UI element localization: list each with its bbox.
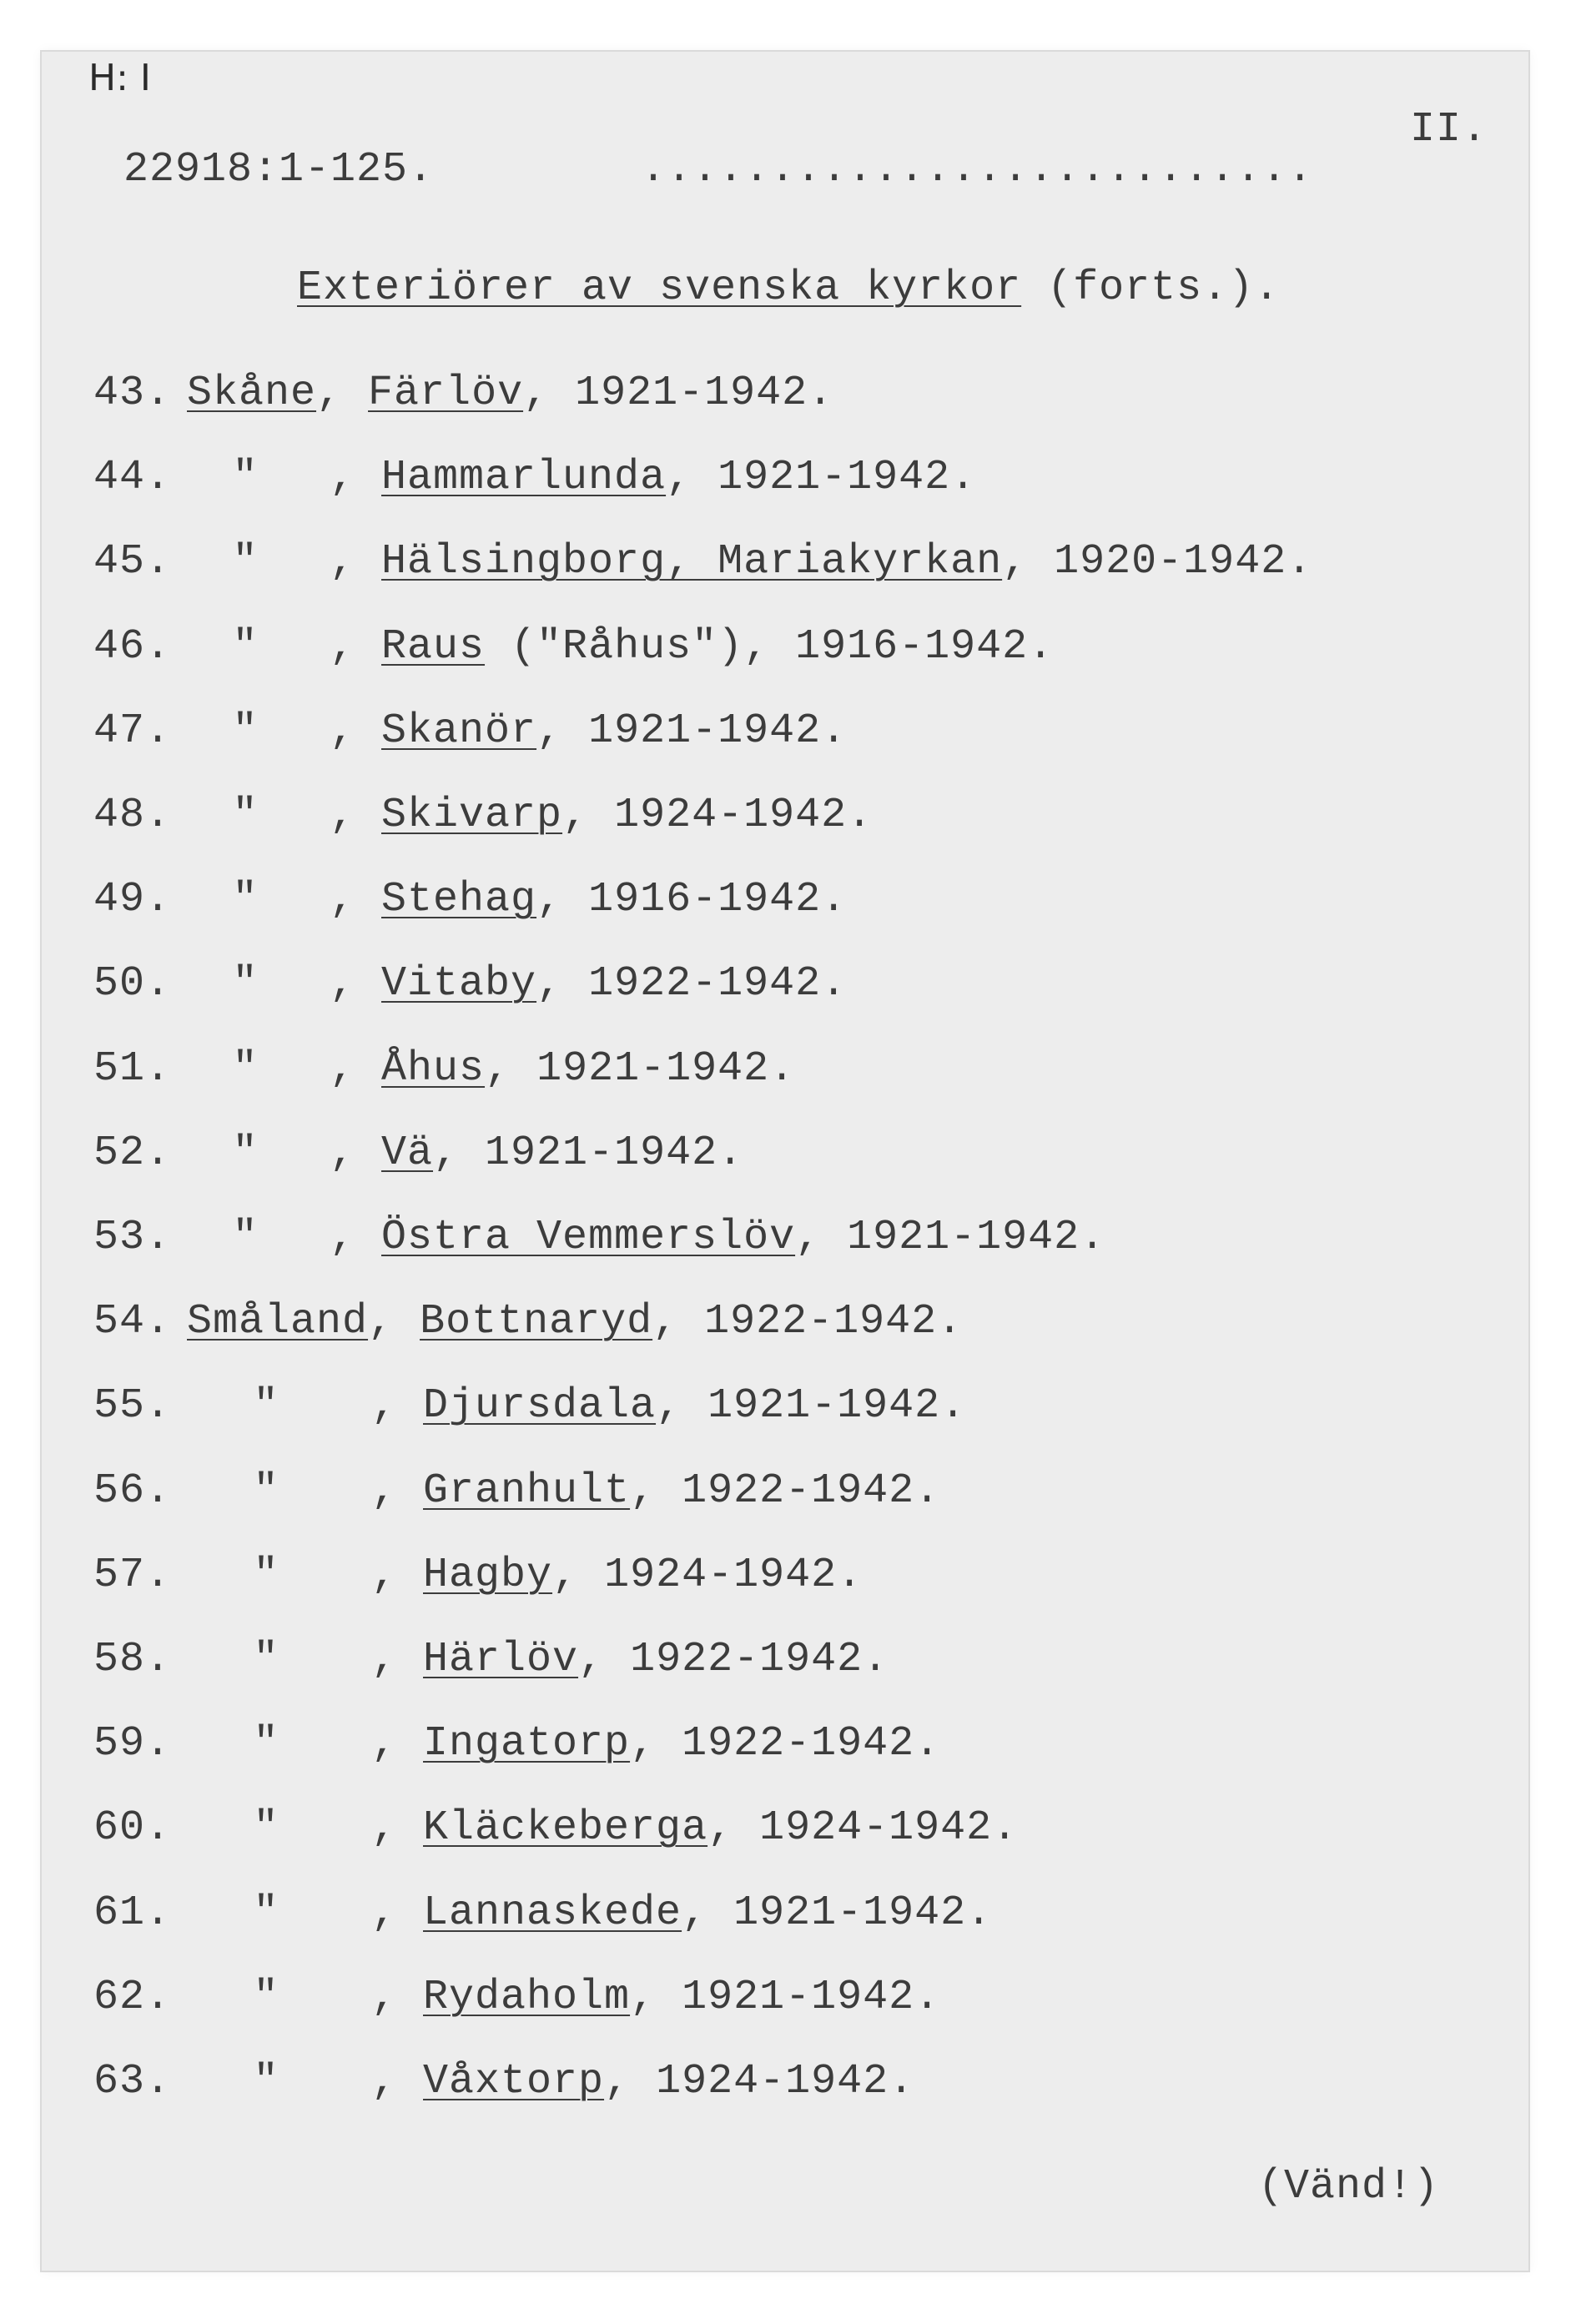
entry-separator: , <box>666 454 718 502</box>
entry-region: " <box>253 1636 279 1683</box>
entry-row <box>93 622 1054 672</box>
entry-region: " <box>232 876 259 924</box>
entry-years: 1922-1942. <box>588 960 848 1009</box>
entry-separator: , <box>345 1804 424 1853</box>
entry-years: 1924-1942. <box>604 1551 864 1599</box>
entry-number: 57. <box>93 1551 172 1599</box>
entry-years: 1921-1942. <box>733 1889 993 1937</box>
entry-region: " <box>253 1973 279 2021</box>
entry-years: 1921-1942. <box>707 1382 967 1431</box>
entry-place: Vä <box>381 1129 434 1177</box>
entry-place: Ingatorp <box>423 1720 631 1768</box>
entry-number: 60. <box>93 1804 172 1853</box>
entry-row <box>93 1635 889 1685</box>
entry-separator: , <box>656 1382 708 1431</box>
entry-years: 1921-1942. <box>485 1129 744 1177</box>
entry-place: Hälsingborg, Mariakyrkan <box>381 538 1003 586</box>
entry-place: Östra Vemmerslöv <box>381 1214 796 1261</box>
entry-region: " <box>253 1466 279 1515</box>
entry-place: Härlöv <box>423 1636 579 1683</box>
entry-separator: , <box>304 622 382 671</box>
entry-place: Lannaskede <box>423 1889 682 1937</box>
entry-separator: , <box>345 1636 424 1683</box>
entry-place: Våxtorp <box>423 2058 605 2105</box>
entry-separator: , <box>630 1720 682 1768</box>
entry-row <box>93 1044 795 1094</box>
entry-years: 1921-1942. <box>536 1044 796 1093</box>
entry-years: 1922-1942. <box>682 1466 941 1515</box>
entry-separator: , <box>630 1973 682 2021</box>
entry-years: 1922-1942. <box>682 1720 941 1768</box>
entry-region: " <box>253 2058 279 2105</box>
sheet-number: II. <box>1410 106 1488 153</box>
entry-row <box>93 453 976 503</box>
entry-place: Raus <box>381 622 486 671</box>
entry-separator: , <box>433 1129 486 1177</box>
entry-separator: , <box>345 1382 424 1431</box>
entry-place: Hagby <box>423 1551 553 1599</box>
entry-number: 53. <box>93 1214 172 1261</box>
entry-separator: , <box>345 1973 424 2021</box>
catalog-card <box>42 52 1528 2271</box>
entry-years: 1921-1942. <box>588 707 848 755</box>
entry-place: Färlöv <box>368 370 524 417</box>
entry-separator: , <box>523 370 576 417</box>
entry-place: Djursdala <box>423 1382 657 1431</box>
entry-separator: , <box>485 1044 537 1093</box>
entry-region: " <box>253 1804 279 1853</box>
entry-number: 59. <box>93 1720 172 1768</box>
entry-row <box>93 1973 940 2023</box>
entry-separator: , <box>304 538 382 586</box>
entry-place: Kläckeberga <box>423 1804 708 1853</box>
entry-region: Skåne <box>187 370 317 417</box>
entry-separator: , <box>1002 538 1055 586</box>
entry-separator: , <box>536 707 589 755</box>
entry-place: Vitaby <box>381 960 537 1009</box>
entry-region: " <box>253 1889 279 1937</box>
entry-years: 1921-1942. <box>718 454 977 502</box>
entry-note: ("Råhus") <box>485 622 744 671</box>
entry-region: " <box>232 454 259 502</box>
entry-separator: , <box>562 792 615 839</box>
entry-number: 48. <box>93 792 172 839</box>
entry-place: Skivarp <box>381 792 563 839</box>
entry-separator: , <box>345 1720 424 1768</box>
entry-separator: , <box>552 1551 605 1599</box>
entry-row <box>93 1719 940 1769</box>
entry-place: Stehag <box>381 876 537 924</box>
entry-number: 58. <box>93 1636 172 1683</box>
entry-number: 62. <box>93 1973 172 2021</box>
entry-region: " <box>232 792 259 839</box>
entry-row <box>93 1551 863 1601</box>
entry-separator: , <box>304 792 382 839</box>
entry-separator: , <box>316 370 369 417</box>
entry-years: 1921-1942. <box>682 1973 941 2021</box>
entry-separator: , <box>304 1129 382 1177</box>
entry-region: " <box>232 960 259 1009</box>
entry-row <box>93 369 833 419</box>
entry-number: 63. <box>93 2058 172 2105</box>
entry-number: 55. <box>93 1382 172 1431</box>
entry-row <box>93 707 847 757</box>
card-title <box>297 264 1280 314</box>
entry-separator: , <box>345 1889 424 1937</box>
entry-separator: , <box>536 876 589 924</box>
card-title-main: Exteriörer av svenska kyrkor <box>297 264 1022 312</box>
entry-number: 44. <box>93 454 172 502</box>
entry-separator: , <box>707 1804 760 1853</box>
entry-number: 45. <box>93 538 172 586</box>
entry-number: 56. <box>93 1466 172 1515</box>
entry-separator: , <box>345 1466 424 1515</box>
entry-years: 1920-1942. <box>1054 538 1313 586</box>
entry-row <box>93 537 1312 587</box>
entry-number: 61. <box>93 1889 172 1937</box>
entry-row <box>93 2057 914 2107</box>
entry-region: " <box>232 1044 259 1093</box>
entry-separator: , <box>345 1551 424 1599</box>
entry-region: " <box>253 1382 279 1431</box>
entry-separator: , <box>304 1214 382 1261</box>
entry-separator: , <box>368 1298 420 1346</box>
entry-place: Rydaholm <box>423 1973 631 2021</box>
entry-row <box>93 1129 743 1179</box>
entry-row <box>93 1889 992 1939</box>
entry-row <box>93 1381 966 1431</box>
entry-place: Hammarlunda <box>381 454 667 502</box>
entry-separator: , <box>795 1214 848 1261</box>
entry-region: " <box>232 1129 259 1177</box>
entry-place: Granhult <box>423 1466 631 1515</box>
entry-separator: , <box>536 960 589 1009</box>
entry-years: 1924-1942. <box>656 2058 915 2105</box>
entry-region: " <box>253 1720 279 1768</box>
entry-separator: , <box>304 1044 382 1093</box>
entry-number: 49. <box>93 876 172 924</box>
entry-separator: , <box>304 960 382 1009</box>
entry-region: " <box>232 1214 259 1261</box>
entry-separator: , <box>652 1298 705 1346</box>
entry-separator: , <box>304 707 382 755</box>
handwritten-mark: H: I <box>88 57 151 99</box>
entry-number: 46. <box>93 622 172 671</box>
entry-years: 1924-1942. <box>759 1804 1019 1853</box>
entry-years: 1922-1942. <box>630 1636 889 1683</box>
card-title-suffix: (forts.). <box>1021 264 1281 312</box>
entry-number: 52. <box>93 1129 172 1177</box>
entry-separator: , <box>304 876 382 924</box>
dotted-leader: .......................... <box>641 146 1314 194</box>
entry-row <box>93 959 847 1009</box>
entry-number: 47. <box>93 707 172 755</box>
entry-place: Skanör <box>381 707 537 755</box>
entry-separator: , <box>604 2058 657 2105</box>
entry-separator: , <box>743 622 796 671</box>
entry-region: " <box>232 622 259 671</box>
turn-note: (Vänd!) <box>1258 2163 1440 2211</box>
entry-region: " <box>253 1551 279 1599</box>
entry-row <box>93 1466 940 1517</box>
entry-years: 1924-1942. <box>614 792 874 839</box>
entry-separator: , <box>630 1466 682 1515</box>
entry-row <box>93 791 873 841</box>
entry-region: " <box>232 538 259 586</box>
entry-separator: , <box>682 1889 734 1937</box>
entry-years: 1916-1942. <box>795 622 1055 671</box>
entry-separator: , <box>304 454 382 502</box>
entry-place: Åhus <box>381 1044 486 1093</box>
entry-place: Bottnaryd <box>420 1298 653 1346</box>
catalog-number: 22918:1-125. <box>123 146 435 194</box>
entry-separator: , <box>578 1636 631 1683</box>
entry-number: 50. <box>93 960 172 1009</box>
entry-row <box>93 1297 963 1347</box>
entry-years: 1922-1942. <box>704 1298 964 1346</box>
entry-number: 43. <box>93 370 172 417</box>
entry-years: 1921-1942. <box>847 1214 1106 1261</box>
entry-row <box>93 875 847 925</box>
entry-years: 1921-1942. <box>575 370 834 417</box>
entry-row <box>93 1803 1018 1854</box>
entry-number: 51. <box>93 1044 172 1093</box>
entry-region: Småland <box>187 1298 369 1346</box>
entry-separator: , <box>345 2058 424 2105</box>
entry-region: " <box>232 707 259 755</box>
entry-years: 1916-1942. <box>588 876 848 924</box>
entry-row <box>93 1213 1105 1263</box>
entry-number: 54. <box>93 1298 172 1346</box>
